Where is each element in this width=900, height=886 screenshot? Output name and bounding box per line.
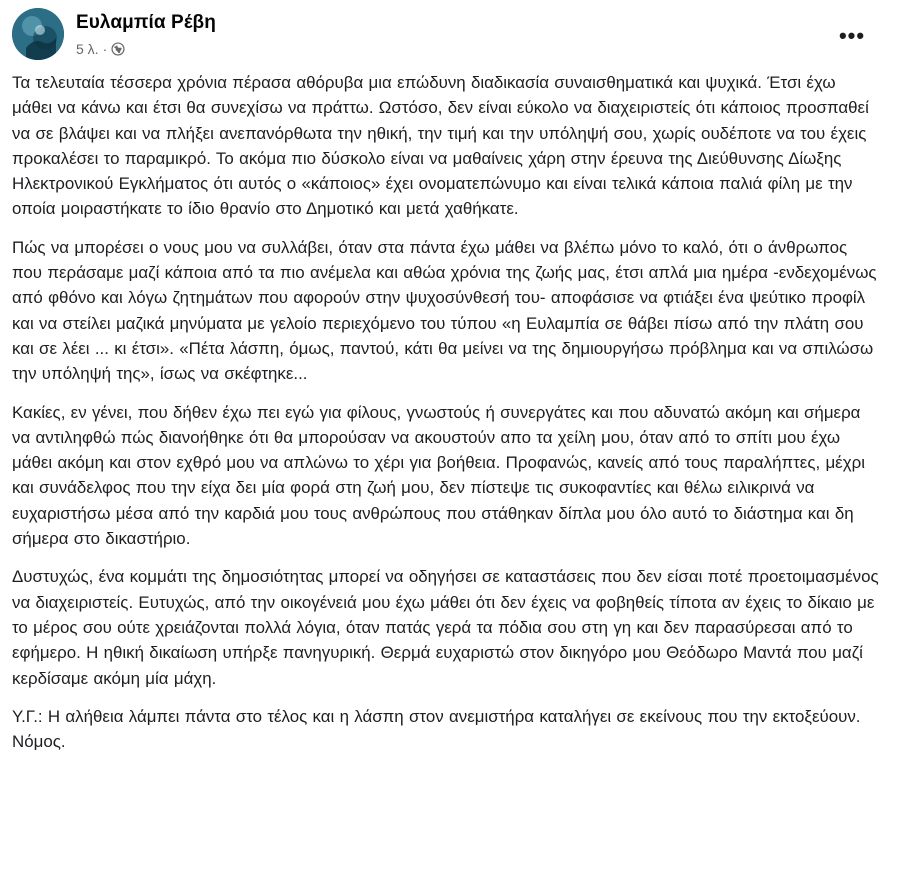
post-paragraph-1: Τα τελευταία τέσσερα χρόνια πέρασα αθόρυβα μια επώδυνη διαδικασία συναισθηματικά και ψυχικά. Έτσι έχω μάθει να κάνω και έτσι θα συνεχίσω να πράττω. Ωστόσο, δεν είναι εύκολο να διαχειριστείς ότι κάποιος προσπαθεί να σε βλάψει και να πλήξει ανεπανόρθωτα την ηθική, την τιμή και την υπόληψή σου, χωρίς ουδέποτε να του έχεις προκαλέσει το παραμικρό. Το ακόμα πιο δύσκολο είναι να μαθαίνεις χάρη στην έρευνα της Διεύθυνσης Δίωξης Ηλεκτρονικού Εγκλήματος ότι αυτός ο «κάποιος» έχει ονοματεπώνυμο και είναι τελικά κάποια παλιά φίλη με την οποία μοιραστήκατε το ίδιο θρανίο στο Δημοτικό και μετά χαθήκατε. [12,73,869,219]
post-paragraph-2: Πώς να μπορέσει ο νους μου να συλλάβει, όταν στα πάντα έχω μάθει να βλέπω μόνο το καλό, ότι ο άνθρωπος που περάσαμε μαζί κάποια από τα πιο ανέμελα και αθώα χρόνια της ζωής μας, έτσι απλά μια ημέρα -ενδεχομένως από φθόνο και λόγω ζητημάτων που αφορούν στην ψυχοσύνθεσή του- αποφάσισε να φτιάξει ένα ψεύτικο προφίλ και να στείλει μαζικά μηνύματα με γελοίο περιεχόμενο του τύπου «η Ευλαμπία σε θάβει πίσω από την πλάτη σου και σε λέει ... κι έτσι». «Πέτα λάσπη, όμως, παντού, κάτι θα μείνει να της δημιουργήσω πρόβλημα και να σπιλώσω την υπόληψή της», ίσως να σκέφτηκε... [12,237,877,384]
meta-separator: · [102,41,108,57]
post-paragraph-5: Υ.Γ.: Η αλήθεια λάμπει πάντα στο τέλος και η λάσπη στον ανεμιστήρα καταλήγει σε εκείνους που την εκτοξεύουν. Νόμος. [12,706,861,752]
post-header [12,6,888,64]
post-text [12,70,880,767]
author-name[interactable]: Ευλαμπία Ρέβη [76,12,216,33]
author-avatar[interactable] [12,8,64,60]
post-paragraph-3: Κακίες, εν γένει, που δήθεν έχω πει εγώ για φίλους, γνωστούς ή συνεργάτες και που αδυνατώ ακόμη και σήμερα να αντιληφθώ πώς διανοήθηκε ότι θα μπορούσαν να ακουστούν απο τα χείλη μου, όταν από το σπίτι μου έχω μάθει ακόμη και στον εχθρό μου να απλώνω το χέρι για βοήθεια. Προφανώς, κανείς από τους παραλήπτες, μέχρι και συνάδελφος που την είχα δει μία φορά στη ζωή μου, δεν πίστεψε τις συκοφαντίες και θέλω ειλικρινά να ευχαριστήσω μέσα από την καρδιά μου τους ανθρώπους που στάθηκαν δίπλα μου όλο αυτό το διάστημα και δη σήμερα στο δικαστήριο. [12,402,865,549]
post-meta [76,40,125,58]
post-paragraph-4: Δυστυχώς, ένα κομμάτι της δημοσιότητας μπορεί να οδηγήσει σε καταστάσεις που δεν είσαι ποτέ προετοιμασμένος να διαχειριστείς. Ευτυχώς, από την οικογένειά μου έχω μάθει ότι δεν έχεις να φοβηθείς τίποτα αν έχεις το δίκαιο με το μέρος σου ούτε χρειάζονται πολλά λόγια, όταν πατάς γερά τα πόδια σου στη γη και δεν παρασύρεσαι από το εφήμερο. Η ηθική δικαίωση υπήρξε πανηγυρική. Θερμά ευχαριστώ στον δικηγόρο μου Θεόδωρο Μαντά που μαζί κερδίσαμε ακόμη μία μάχη. [12,567,879,688]
profile-photo-icon [12,8,64,60]
post-time[interactable]: 5 λ. [76,41,99,57]
more-options-button[interactable] [834,22,870,50]
more-horizontal-icon: ••• [838,23,866,48]
globe-icon[interactable] [111,42,125,56]
